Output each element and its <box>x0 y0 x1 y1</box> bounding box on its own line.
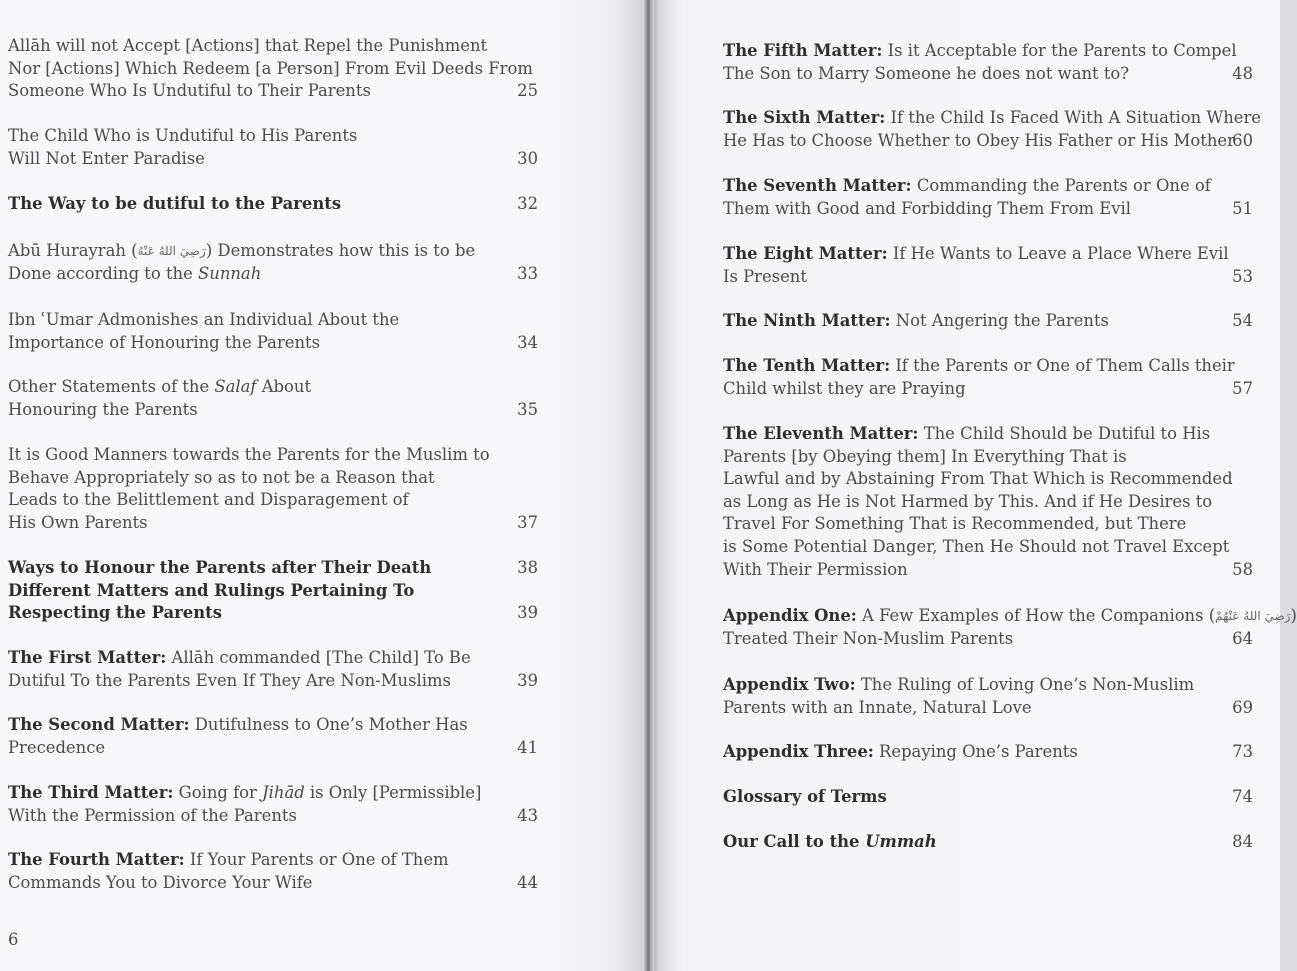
toc-entry-line <box>8 240 540 263</box>
entry-text: Precedence <box>8 737 106 757</box>
toc-entry-line <box>8 332 540 355</box>
honorific-glyph: رَضِيَ اللهُ عَنْهُمْ <box>1215 609 1291 623</box>
entry-text: Lawful and by Abstaining From That Which is Recommended <box>723 469 1233 489</box>
entry-text: is Some Potential Danger, Then He Should not Travel Except <box>723 536 1230 556</box>
toc-entry-line <box>723 107 1262 130</box>
page-number: 58 <box>1232 559 1253 579</box>
entry-text: His Own Parents <box>8 512 148 532</box>
toc-entry <box>8 557 540 625</box>
toc-entry-line <box>723 310 1253 333</box>
right-page <box>652 0 1297 971</box>
toc-entry <box>723 310 1253 333</box>
entry-text: With the Permission of the Parents <box>8 805 297 825</box>
toc-entry <box>723 243 1253 288</box>
toc-entry <box>8 193 540 216</box>
entry-text: Is Present <box>723 266 807 286</box>
entry-text: Ibn ʿUmar Admonishes an Individual About the <box>8 310 400 329</box>
toc-entry <box>723 741 1253 764</box>
toc-entry-line <box>723 831 1253 854</box>
page-number: 33 <box>517 263 538 283</box>
matter-heading: Appendix Three: <box>723 742 874 761</box>
toc-entry-line <box>8 309 540 332</box>
matter-heading: The Seventh Matter: <box>723 176 912 195</box>
toc-entry-line <box>8 849 540 872</box>
toc-entry <box>8 714 540 759</box>
matter-heading: Appendix Two: <box>723 675 856 694</box>
toc-entry <box>8 125 540 170</box>
matter-heading: Ummah <box>865 832 937 851</box>
entry-text: Leads to the Belittlement and Disparagement of <box>8 490 409 510</box>
matter-heading: Glossary of Terms <box>723 787 887 806</box>
toc-entry <box>723 423 1253 581</box>
entry-text: He Has to Choose Whether to Obey His Father or His Mother <box>723 130 1235 150</box>
entry-text: Other Statements of the <box>8 377 215 396</box>
entry-text: Travel For Something That is Recommended, but There <box>723 514 1187 534</box>
toc-entry <box>723 605 1297 650</box>
toc-entry-line <box>723 513 1253 536</box>
page-number: 35 <box>517 399 538 419</box>
matter-heading: The Fourth Matter: <box>8 850 185 869</box>
toc-entry-line <box>8 58 540 81</box>
toc-entry-line <box>8 647 540 670</box>
entry-text: Going for <box>173 783 263 802</box>
toc-entry <box>723 786 1253 809</box>
toc-entry-line <box>723 628 1253 651</box>
entry-text: ) <box>1290 606 1297 625</box>
page-number: 37 <box>517 512 538 532</box>
entry-text: If Your Parents or One of Them <box>184 850 449 869</box>
toc-entry-line <box>8 263 540 286</box>
toc-entry-line <box>8 80 540 103</box>
toc-entry-line <box>8 602 540 625</box>
toc-entry <box>8 782 540 827</box>
page-number: 38 <box>517 558 538 577</box>
page-number: 39 <box>517 670 538 690</box>
entry-text: is Only [Permissible] <box>304 783 482 802</box>
page-number: 60 <box>1232 130 1253 150</box>
toc-entry-line <box>723 423 1253 446</box>
toc-entry <box>8 647 540 692</box>
matter-heading: The Tenth Matter: <box>723 356 891 375</box>
toc-entry-line <box>8 580 540 603</box>
page-number: 73 <box>1232 742 1253 761</box>
toc-entry-line <box>8 489 540 512</box>
toc-entry-line <box>723 355 1253 378</box>
entry-text: The Son to Marry Someone he does not want to? <box>723 63 1130 83</box>
matter-heading: Our Call to the <box>723 832 866 851</box>
toc-entry <box>8 444 540 534</box>
page-number: 53 <box>1232 266 1253 286</box>
left-page <box>0 0 648 971</box>
toc-entry-line <box>723 243 1253 266</box>
matter-heading: The Second Matter: <box>8 715 190 734</box>
toc-entry-line <box>8 467 540 490</box>
matter-heading: The Way to be dutiful to the Parents <box>8 194 342 213</box>
page-number: 69 <box>1232 697 1253 717</box>
toc-entry <box>723 40 1253 85</box>
toc-entry <box>723 674 1253 719</box>
toc-entry-line <box>723 40 1253 63</box>
entry-text: A Few Examples of How the Companions ( <box>856 606 1216 625</box>
toc-entry <box>8 309 540 354</box>
matter-heading: The Sixth Matter: <box>723 108 886 127</box>
toc-entry-line <box>8 512 540 535</box>
entry-text: Nor [Actions] Which Redeem [a Person] From Evil Deeds From <box>8 58 533 78</box>
matter-heading: The Fifth Matter: <box>723 41 883 60</box>
toc-entry <box>8 35 540 103</box>
entry-text: Abū Hurayrah ( <box>8 241 138 260</box>
entry-text: Honouring the Parents <box>8 399 198 419</box>
entry-text: Child whilst they are Praying <box>723 378 966 398</box>
entry-text: Jihād <box>262 783 305 802</box>
entry-text: Dutifulness to One’s Mother Has <box>189 715 468 734</box>
toc-entry-line <box>8 35 540 58</box>
entry-text: Repaying One’s Parents <box>873 742 1078 761</box>
toc-entry <box>8 849 540 894</box>
page-number: 39 <box>517 603 538 623</box>
honorific-glyph: رَضِيَ اللهُ عَنْهُ <box>137 244 206 258</box>
toc-entry-line <box>8 872 540 895</box>
entry-text: Dutiful To the Parents Even If They Are Non-Muslims <box>8 670 451 690</box>
entry-text: With Their Permission <box>723 559 908 579</box>
toc-entry-line <box>8 193 540 216</box>
folio-page-number: 6 <box>8 930 19 949</box>
toc-entry-line <box>723 63 1253 86</box>
matter-heading: Respecting the Parents <box>8 603 222 623</box>
entry-text: Will Not Enter Paradise <box>8 148 205 168</box>
toc-entry-line <box>723 468 1253 491</box>
page-number: 43 <box>517 805 538 825</box>
entry-text: About <box>256 377 312 396</box>
toc-entry-line <box>8 444 540 467</box>
toc-entry-line <box>8 148 540 171</box>
entry-text: Done according to the <box>8 263 199 283</box>
toc-entry-line <box>723 446 1253 469</box>
toc-entry-line <box>723 786 1253 809</box>
matter-heading: The First Matter: <box>8 648 167 667</box>
entry-text: Commanding the Parents or One of <box>911 176 1211 195</box>
page-number: 48 <box>1232 63 1253 83</box>
toc-entry-line <box>723 266 1253 289</box>
entry-text: ) Demonstrates how this is to be <box>205 241 476 260</box>
page-number: 84 <box>1232 832 1253 851</box>
toc-entry-line <box>8 782 540 805</box>
toc-entry-line <box>8 125 540 148</box>
entry-text: Parents with an Innate, Natural Love <box>723 697 1032 717</box>
book-gutter <box>644 0 654 971</box>
toc-entry-line <box>723 559 1253 582</box>
page-number: 30 <box>517 148 538 168</box>
toc-entry <box>723 355 1253 400</box>
toc-entry-line <box>8 376 540 399</box>
page-number: 54 <box>1232 311 1253 330</box>
entry-text: Allāh commanded [The Child] To Be <box>166 648 471 667</box>
entry-text: The Child Should be Dutiful to His <box>918 424 1211 443</box>
toc-entry-line <box>8 714 540 737</box>
entry-text: Someone Who Is Undutiful to Their Parents <box>8 81 371 101</box>
page-number: 34 <box>517 332 538 352</box>
matter-heading: Appendix One: <box>723 606 857 625</box>
page-number: 41 <box>517 737 538 757</box>
toc-entry-line <box>723 674 1253 697</box>
toc-entry-line <box>8 557 540 580</box>
entry-text: The Ruling of Loving One’s Non-Muslim <box>855 675 1195 694</box>
entry-text: Importance of Honouring the Parents <box>8 332 321 352</box>
page-number: 57 <box>1232 378 1253 398</box>
toc-entry <box>8 376 540 421</box>
entry-text: Not Angering the Parents <box>890 311 1109 330</box>
toc-entry-line <box>723 130 1253 153</box>
page-number: 25 <box>517 81 538 101</box>
toc-entry-line <box>723 536 1253 559</box>
entry-text: If the Parents or One of Them Calls their <box>890 356 1235 375</box>
toc-entry-line <box>723 198 1253 221</box>
entry-text: Allāh will not Accept [Actions] that Repel the Punishment <box>8 36 488 55</box>
toc-entry-line <box>8 805 540 828</box>
toc-entry-line <box>8 399 540 422</box>
matter-heading: Different Matters and Rulings Pertaining To <box>8 580 415 600</box>
toc-entry <box>723 831 1253 854</box>
matter-heading: The Ninth Matter: <box>723 311 891 330</box>
matter-heading: The Third Matter: <box>8 783 174 802</box>
entry-text: If the Child Is Faced With A Situation Where <box>885 108 1262 127</box>
toc-entry-line <box>723 741 1253 764</box>
toc-entry-line <box>8 670 540 693</box>
toc-entry <box>8 240 540 285</box>
toc-entry-line <box>723 378 1253 401</box>
toc-entry-line <box>723 491 1253 514</box>
toc-entry-line <box>723 605 1297 628</box>
toc-entry-line <box>723 175 1253 198</box>
entry-text: Behave Appropriately so as to not be a Reason that <box>8 467 435 487</box>
matter-heading: The Eight Matter: <box>723 244 888 263</box>
entry-text: Treated Their Non-Muslim Parents <box>723 628 1014 648</box>
entry-text: Sunnah <box>198 263 262 283</box>
page-number: 44 <box>517 872 538 892</box>
entry-text: Parents [by Obeying them] In Everything That is <box>723 446 1127 466</box>
page-number: 64 <box>1232 628 1253 648</box>
entry-text: If He Wants to Leave a Place Where Evil <box>887 244 1229 263</box>
page-number: 32 <box>517 194 538 213</box>
entry-text: Commands You to Divorce Your Wife <box>8 872 313 892</box>
toc-entry-line <box>723 697 1253 720</box>
entry-text: It is Good Manners towards the Parents for the Muslim to <box>8 445 490 464</box>
entry-text: Is it Acceptable for the Parents to Compel <box>882 41 1237 60</box>
toc-entry <box>723 175 1253 220</box>
entry-text: The Child Who is Undutiful to His Parents <box>8 126 358 145</box>
entry-text: Them with Good and Forbidding Them From Evil <box>723 198 1132 218</box>
toc-entry-line <box>8 737 540 760</box>
toc-entry <box>723 107 1262 152</box>
entry-text: Salaf <box>214 377 257 396</box>
entry-text: as Long as He is Not Harmed by This. And if He Desires to <box>723 491 1213 511</box>
page-number: 51 <box>1232 198 1253 218</box>
matter-heading: The Eleventh Matter: <box>723 424 919 443</box>
page-number: 74 <box>1232 787 1253 806</box>
matter-heading: Ways to Honour the Parents after Their Death <box>8 558 432 577</box>
